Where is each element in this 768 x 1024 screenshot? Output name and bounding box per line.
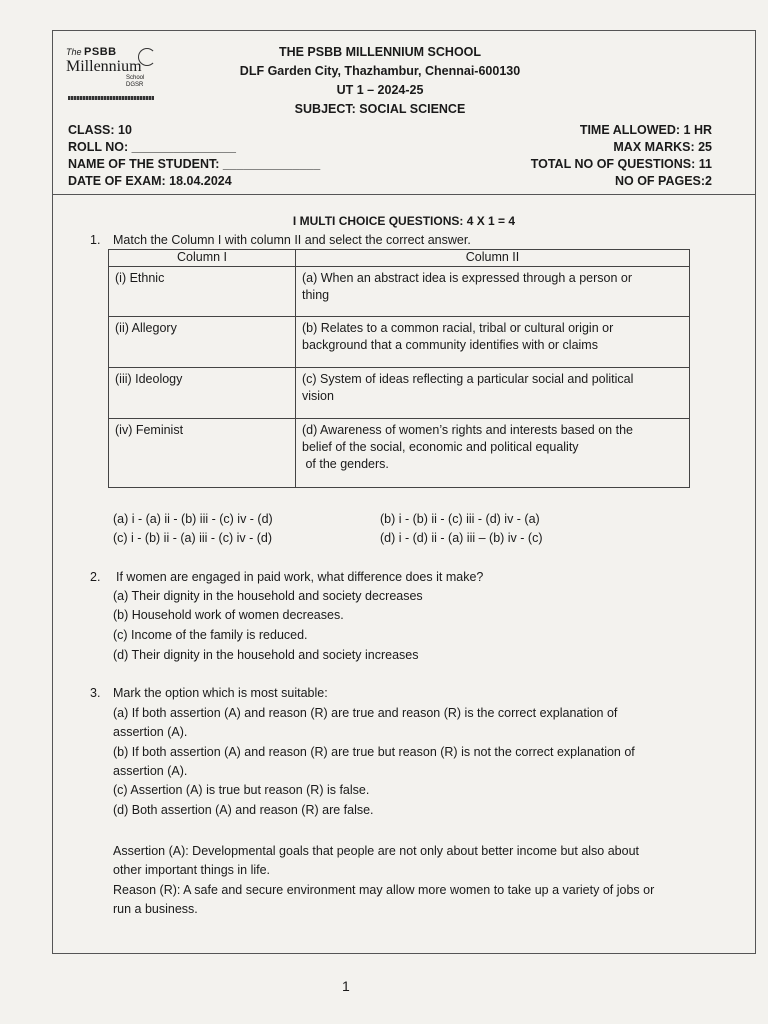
table-row <box>109 419 690 488</box>
class: CLASS: 10 <box>68 123 132 137</box>
q3-line: (b) If both assertion (A) and reason (R) are true but reason (R) is not the correct explanation of <box>113 745 635 759</box>
table-cell-left: (ii) Allegory <box>109 317 296 368</box>
q2-option-b: (b) Household work of women decreases. <box>113 608 344 622</box>
q3-line: (d) Both assertion (A) and reason (R) are false. <box>113 803 374 817</box>
table-row <box>109 267 690 317</box>
q2-number: 2. <box>90 570 101 584</box>
q2-option-c: (c) Income of the family is reduced. <box>113 628 308 642</box>
table-cell-right: (b) Relates to a common racial, tribal or cultural origin or background that a community identifies with or claims <box>296 317 690 368</box>
q3-line: assertion (A). <box>113 764 188 778</box>
no-of-pages: NO OF PAGES:2 <box>614 174 712 188</box>
q2-option-a: (a) Their dignity in the household and society decreases <box>113 589 423 603</box>
q1-option-b: (b) i - (b) ii - (c) iii - (d) iv - (a) <box>380 512 540 526</box>
table-cell-left: (iii) Ideology <box>109 368 296 419</box>
q2-text: If women are engaged in paid work, what difference does it make? <box>116 570 484 584</box>
time-allowed: TIME ALLOWED: 1 HR <box>579 123 712 137</box>
q2-option-d: (d) Their dignity in the household and society increases <box>113 648 419 662</box>
q1-text: Match the Column I with column II and select the correct answer. <box>113 233 471 247</box>
q1-number: 1. <box>90 233 101 247</box>
q1-option-c: (c) i - (b) ii - (a) iii - (c) iv - (d) <box>113 531 272 545</box>
q3-line: (c) Assertion (A) is true but reason (R) is false. <box>113 783 370 797</box>
q1-option-a: (a) i - (a) ii - (b) iii - (c) iv - (d) <box>113 512 273 526</box>
q3-line: assertion (A). <box>113 725 188 739</box>
logo-barcode-icon <box>68 96 154 100</box>
roll-no: ROLL NO: _______________ <box>68 140 236 154</box>
q3-number: 3. <box>90 686 101 700</box>
logo-swirl-icon <box>138 48 156 66</box>
subject: SUBJECT: SOCIAL SCIENCE <box>294 102 466 116</box>
col1-header: Column I <box>109 250 296 267</box>
student-name: NAME OF THE STUDENT: ______________ <box>68 157 321 171</box>
page-number: 1 <box>342 978 350 994</box>
table-cell-right: (a) When an abstract idea is expressed through a person or thing <box>296 267 690 317</box>
school-logo <box>66 44 156 104</box>
q3-reason: run a business. <box>113 902 198 916</box>
table-cell-left: (iv) Feminist <box>109 419 296 488</box>
col2-header: Column II <box>296 250 690 267</box>
header-divider <box>52 194 756 195</box>
max-marks: MAX MARKS: 25 <box>613 140 712 154</box>
q3-text: Mark the option which is most suitable: <box>113 686 328 700</box>
match-table <box>108 249 690 488</box>
exam-date: DATE OF EXAM: 18.04.2024 <box>68 174 232 188</box>
total-questions: TOTAL NO OF QUESTIONS: 11 <box>530 157 712 171</box>
q1-option-d: (d) i - (d) ii - (a) iii – (b) iv - (c) <box>380 531 543 545</box>
q3-line: (a) If both assertion (A) and reason (R) are true and reason (R) is the correct explanation of <box>113 706 618 720</box>
q3-assertion: other important things in life. <box>113 863 271 877</box>
table-cell-left: (i) Ethnic <box>109 267 296 317</box>
table-row <box>109 368 690 419</box>
section-title: I MULTI CHOICE QUESTIONS: 4 X 1 = 4 <box>292 214 516 228</box>
logo-school: School <box>126 75 145 81</box>
school-address: DLF Garden City, Thazhambur, Chennai-600130 <box>239 64 521 78</box>
q3-assertion: Assertion (A): Developmental goals that people are not only about better income but also about <box>113 844 640 858</box>
table-header-row <box>109 250 690 267</box>
q3-reason: Reason (R): A safe and secure environment may allow more women to take up a variety of jobs or <box>113 883 655 897</box>
table-row <box>109 317 690 368</box>
school-name: THE PSBB MILLENNIUM SCHOOL <box>278 45 482 59</box>
logo-the: The PSBB <box>66 46 117 58</box>
table-cell-right: (c) System of ideas reflecting a particular social and political vision <box>296 368 690 419</box>
table-cell-right: (d) Awareness of women’s rights and interests based on the belief of the social, economic and political equality of the genders. <box>296 419 690 488</box>
logo-branch: DGSR <box>126 82 144 88</box>
logo-name: Millennium <box>66 58 142 75</box>
test-name: UT 1 – 2024-25 <box>336 83 424 97</box>
